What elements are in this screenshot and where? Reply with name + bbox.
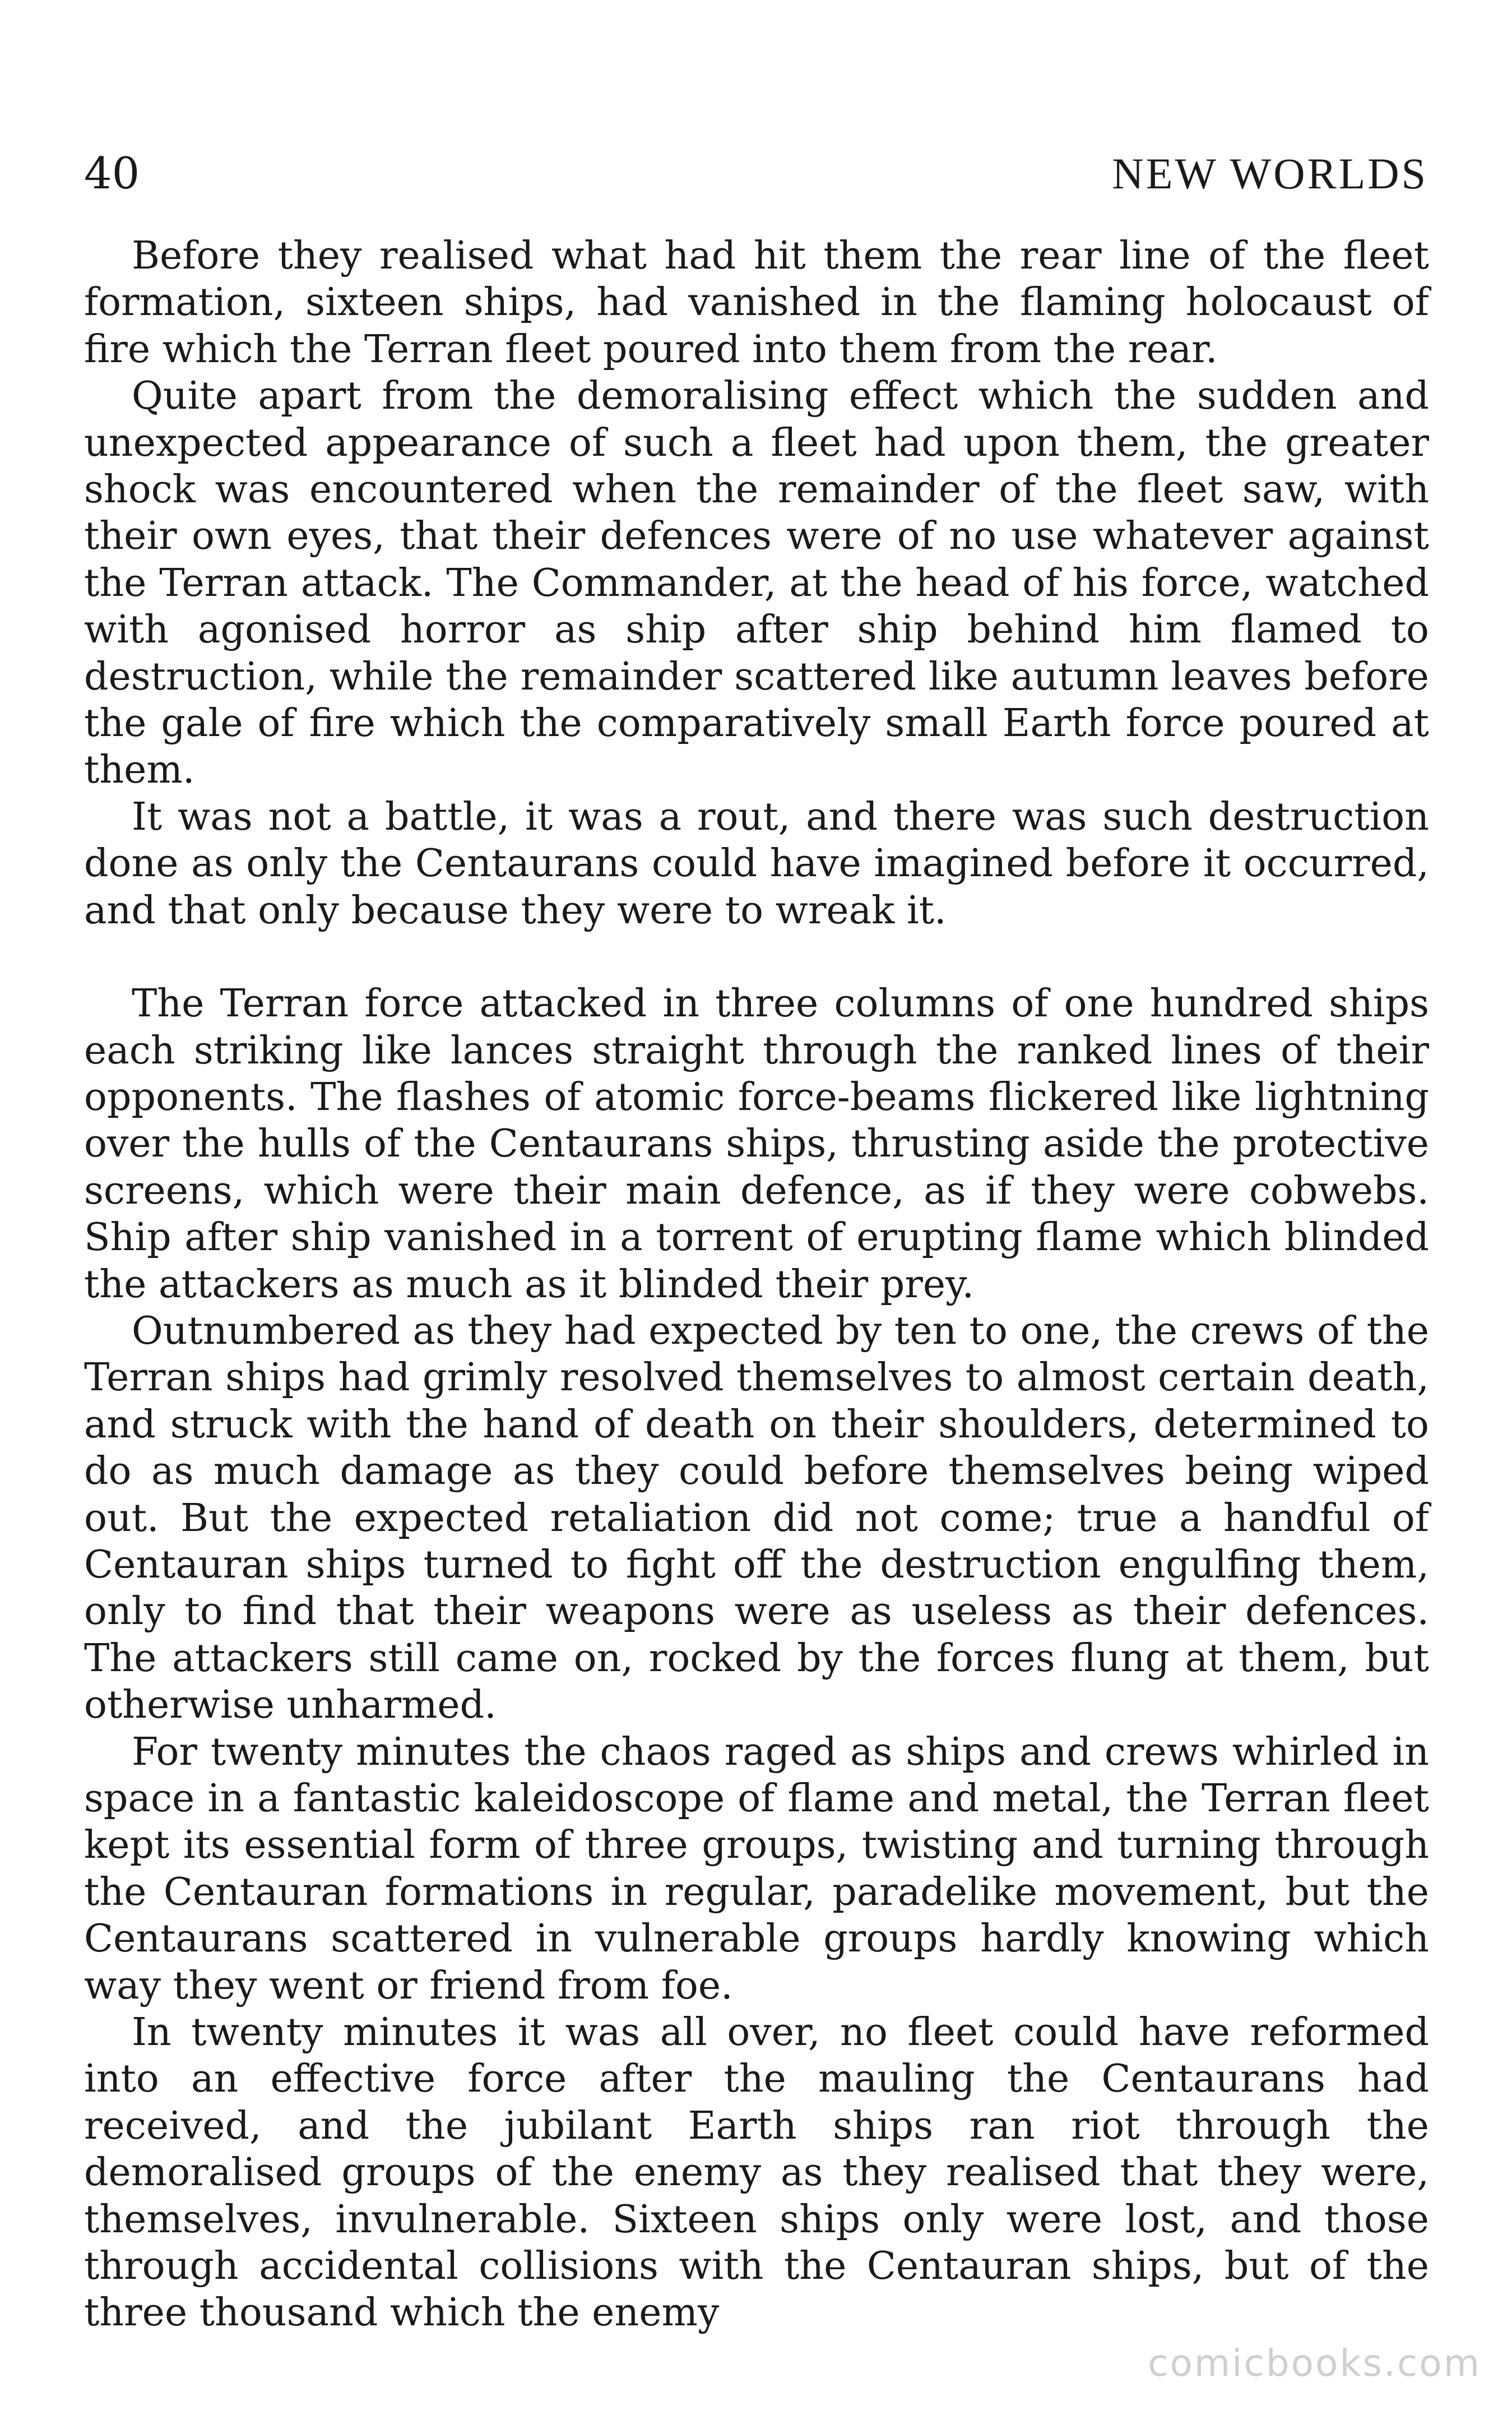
- page-header: [84, 140, 1428, 207]
- paragraph: For twenty minutes the chaos raged as ships and crews whirled in space in a fantastic kaleidoscope of flame and metal, the Terran fleet kept its essential form of three groups, twisting and turning through the Centauran formations in regular, paradelike movement, but the Centaurans scattered in vulnerable groups hardly knowing which way they went or friend from foe.: [84, 1729, 1429, 2008]
- paragraph: In twenty minutes it was all over, no fleet could have reformed into an effective force after the mauling the Centaurans had received, and the jubilant Earth ships ran riot through the demoralised groups of the enemy as they realised that they were, themselves, invulnerable. Sixteen ships only were lost, and those through accidental collisions with the Centauran ships, but of the three thousand which the enemy: [84, 2010, 1429, 2335]
- watermark-text: comicbooks.com: [1148, 2342, 1481, 2385]
- section-break: [84, 934, 1429, 980]
- page-number: 40: [84, 149, 140, 199]
- paragraph: It was not a battle, it was a rout, and there was such destruction done as only the Centaurans could have imagined before it occurred, and that only because they were to wreak it.: [84, 794, 1429, 933]
- paragraph: Outnumbered as they had expected by ten to one, the crews of the Terran ships had grimly resolved themselves to almost certain death, and struck with the hand of death on their shoulders, determined to do as much damage as they could before themselves being wiped out. But the expected retaliation did not come; true a handful of Centauran ships turned to fight off the destruction engulfing them, only to find that their weapons were as useless as their defences. The attackers still came on, rocked by the forces flung at them, but otherwise unharmed.: [84, 1308, 1429, 1728]
- paragraph: The Terran force attacked in three columns of one hundred ships each striking like lances straight through the ranked lines of their opponents. The flashes of atomic force-beams flickered like lightning over the hulls of the Centaurans ships, thrusting aside the protective screens, which were their main defence, as if they were cobwebs. Ship after ship vanished in a torrent of erupting flame which blinded the attackers as much as it blinded their prey.: [84, 982, 1429, 1307]
- paragraph: Quite apart from the demoralising effect which the sudden and unexpected appearance of such a fleet had upon them, the greater shock was encountered when the remainder of the fleet saw, with their own eyes, that their defences were of no use whatever against the Terran attack. The Commander, at the head of his force, watched with agonised horror as ship after ship behind him flamed to destruction, while the remainder scattered like autumn leaves before the gale of fire which the comparatively small Earth force poured at them.: [84, 374, 1429, 793]
- paragraph: Before they realised what had hit them the rear line of the fleet formation, sixteen ships, had vanished in the flaming holocaust of fire which the Terran fleet poured into them from the rear.: [84, 234, 1429, 372]
- running-head: NEW WORLDS: [1112, 149, 1428, 198]
- body-text: [84, 233, 1429, 2337]
